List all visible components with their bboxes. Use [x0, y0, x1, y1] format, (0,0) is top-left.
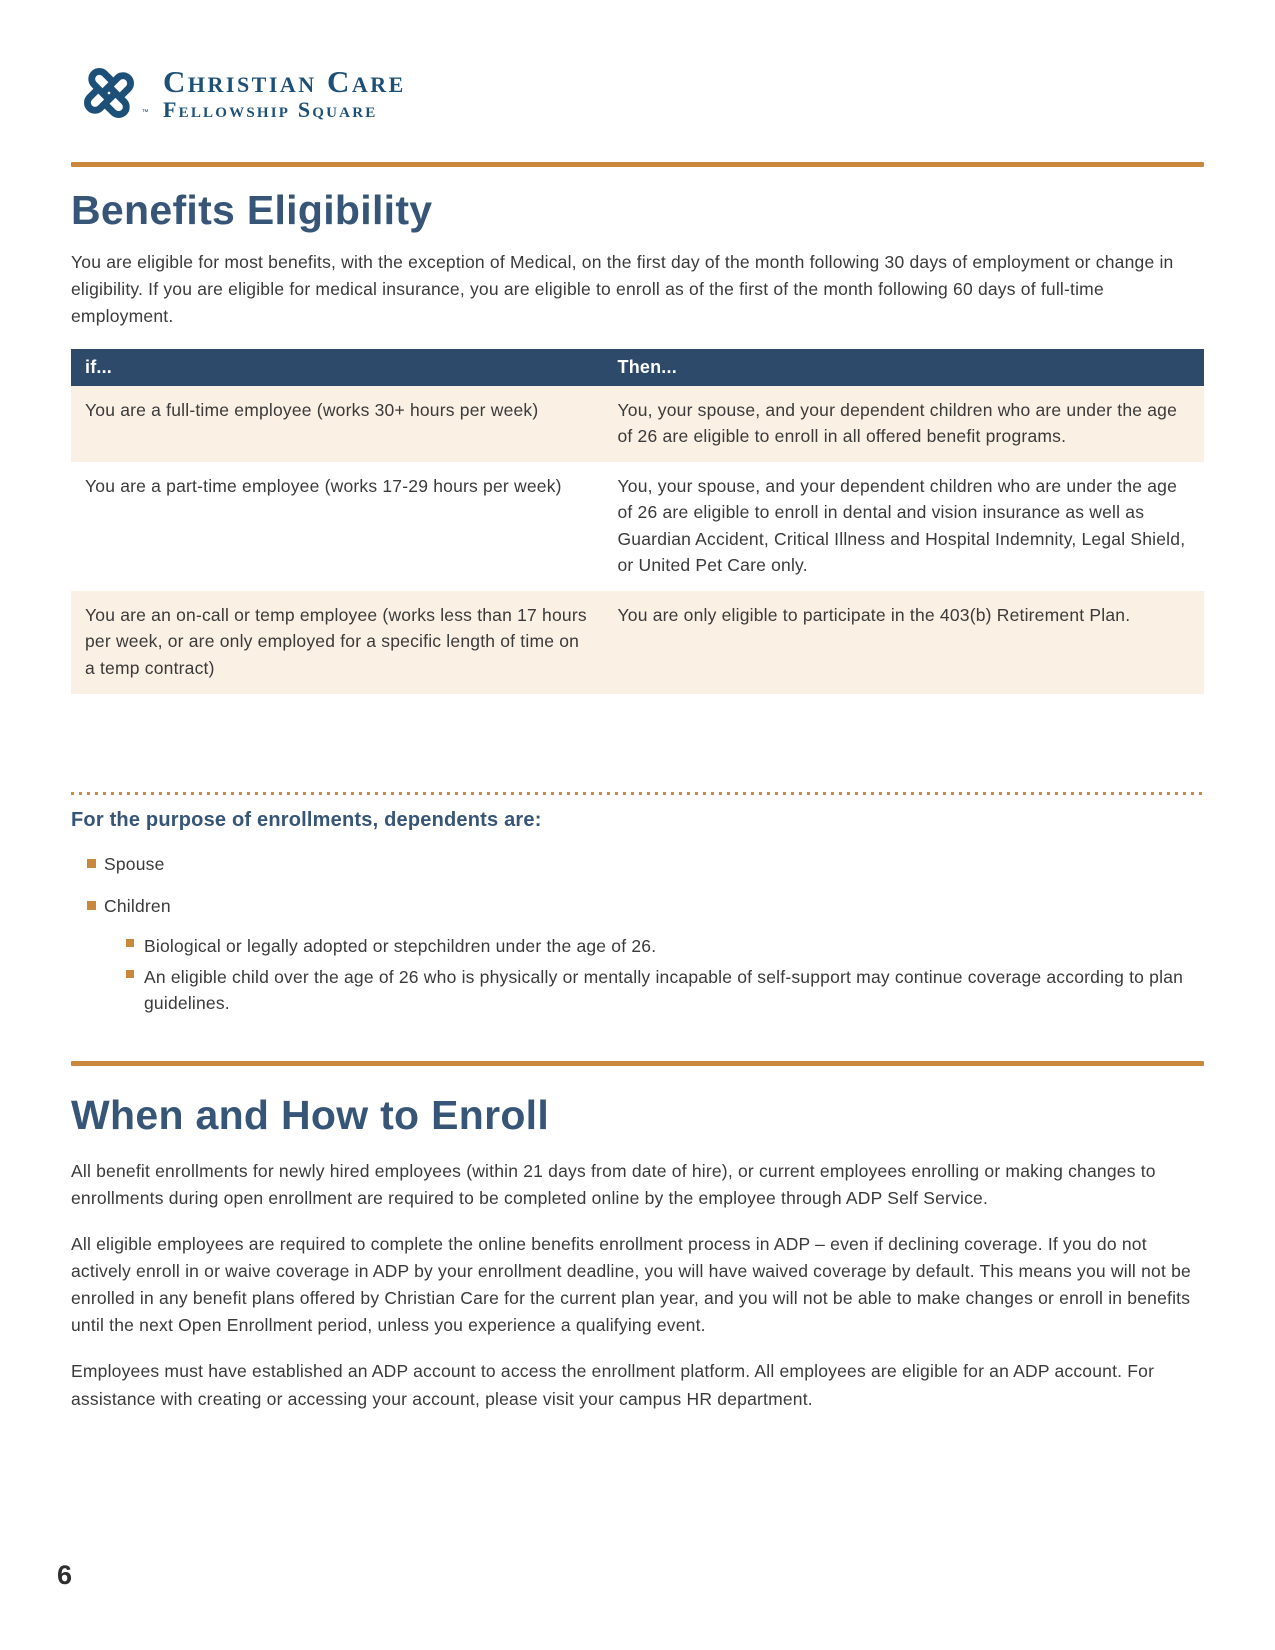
- table-cell-if: You are a part-time employee (works 17-29 hours per week): [71, 462, 604, 591]
- eligibility-intro-paragraph: You are eligible for most benefits, with the exception of Medical, on the first day of the month following 30 days of employment or change in eligibility. If you are eligible for medical insurance, you are eligible to enroll as of the first of the month following 60 days of full-time employment.: [71, 252, 1174, 327]
- table-header-then: Then...: [604, 349, 1205, 386]
- table-row: [71, 591, 1204, 694]
- table-cell-then: You, your spouse, and your dependent children who are under the age of 26 are eligible to enroll in all offered benefit programs.: [604, 386, 1205, 463]
- table-row: [71, 462, 1204, 591]
- company-logo: [71, 54, 1204, 134]
- bullet-square-icon: [126, 939, 134, 947]
- dependents-heading: For the purpose of enrollments, dependents are:: [71, 808, 542, 831]
- if-then-table: [71, 349, 1204, 694]
- list-item-spouse: [71, 854, 1204, 875]
- table-header-row: [71, 349, 1204, 386]
- enroll-paragraph-3: Employees must have established an ADP account to access the enrollment platform. All employees are eligible for an ADP account. For assistance with creating or accessing your account, please visit your campus HR department.: [71, 1361, 1155, 1409]
- sub-list-item-text: Biological or legally adopted or stepchildren under the age of 26.: [144, 935, 657, 956]
- list-item-label: Children: [104, 895, 171, 916]
- table-cell-then: You, your spouse, and your dependent children who are under the age of 26 are eligible to enroll in dental and vision insurance as well as Guardian Accident, Critical Illness and Hospital Indemnity, Legal Shield, or United Pet Care only.: [604, 462, 1205, 591]
- when-how-enroll-title: When and How to Enroll: [71, 1091, 550, 1138]
- page-number: 6: [57, 1560, 73, 1590]
- children-sub-list: [104, 933, 1204, 1017]
- logo-line-2: Fellowship Square: [163, 97, 378, 123]
- table-cell-then: You are only eligible to participate in the 403(b) Retirement Plan.: [604, 591, 1205, 694]
- section-divider-rule: [71, 162, 1204, 167]
- benefits-eligibility-title: Benefits Eligibility: [71, 187, 433, 233]
- logo-line-1: Christian Care: [163, 63, 406, 99]
- dotted-divider-rule: [71, 792, 1204, 795]
- enroll-paragraph-2: All eligible employees are required to complete the online benefits enrollment process in ADP – even if declining coverage. If you do not actively enroll in or waive coverage in ADP by your enrollment deadline, you will have waived coverage by default. This means you will not be enrolled in any benefit plans offered by Christian Care for the current plan year, and you will not be able to make changes or enroll in benefits until the next Open Enrollment period, unless you experience a qualifying event.: [71, 1233, 1191, 1336]
- sub-list-item: [104, 964, 1204, 1017]
- list-item-label: Spouse: [104, 853, 165, 874]
- bullet-square-icon: [87, 901, 96, 910]
- table-cell-if: You are a full-time employee (works 30+ hours per week): [71, 386, 604, 463]
- cross-knot-logo-icon: [71, 54, 147, 134]
- trademark-symbol: ™: [141, 109, 149, 116]
- bullet-square-icon: [126, 970, 134, 978]
- table-cell-if: You are an on-call or temp employee (works less than 17 hours per week, or are only employed for a specific length of time on a temp contract): [71, 591, 604, 694]
- sub-list-item-text: An eligible child over the age of 26 who is physically or mentally incapable of self-support may continue coverage according to plan guidelines.: [144, 967, 1184, 1014]
- sub-list-item: [104, 933, 1204, 959]
- table-row: [71, 386, 1204, 463]
- dependents-list: [71, 854, 1204, 1017]
- table-header-if: if...: [71, 349, 604, 386]
- list-item-children: [71, 896, 1204, 1017]
- section-divider-rule: [71, 1061, 1204, 1066]
- bullet-square-icon: [87, 859, 96, 868]
- enroll-paragraph-1: All benefit enrollments for newly hired employees (within 21 days from date of hire), or current employees enrolling or making changes to enrollments during open enrollment are required to be completed online by the employee through ADP Self Service.: [71, 1160, 1156, 1208]
- logo-wordmark: [163, 63, 406, 123]
